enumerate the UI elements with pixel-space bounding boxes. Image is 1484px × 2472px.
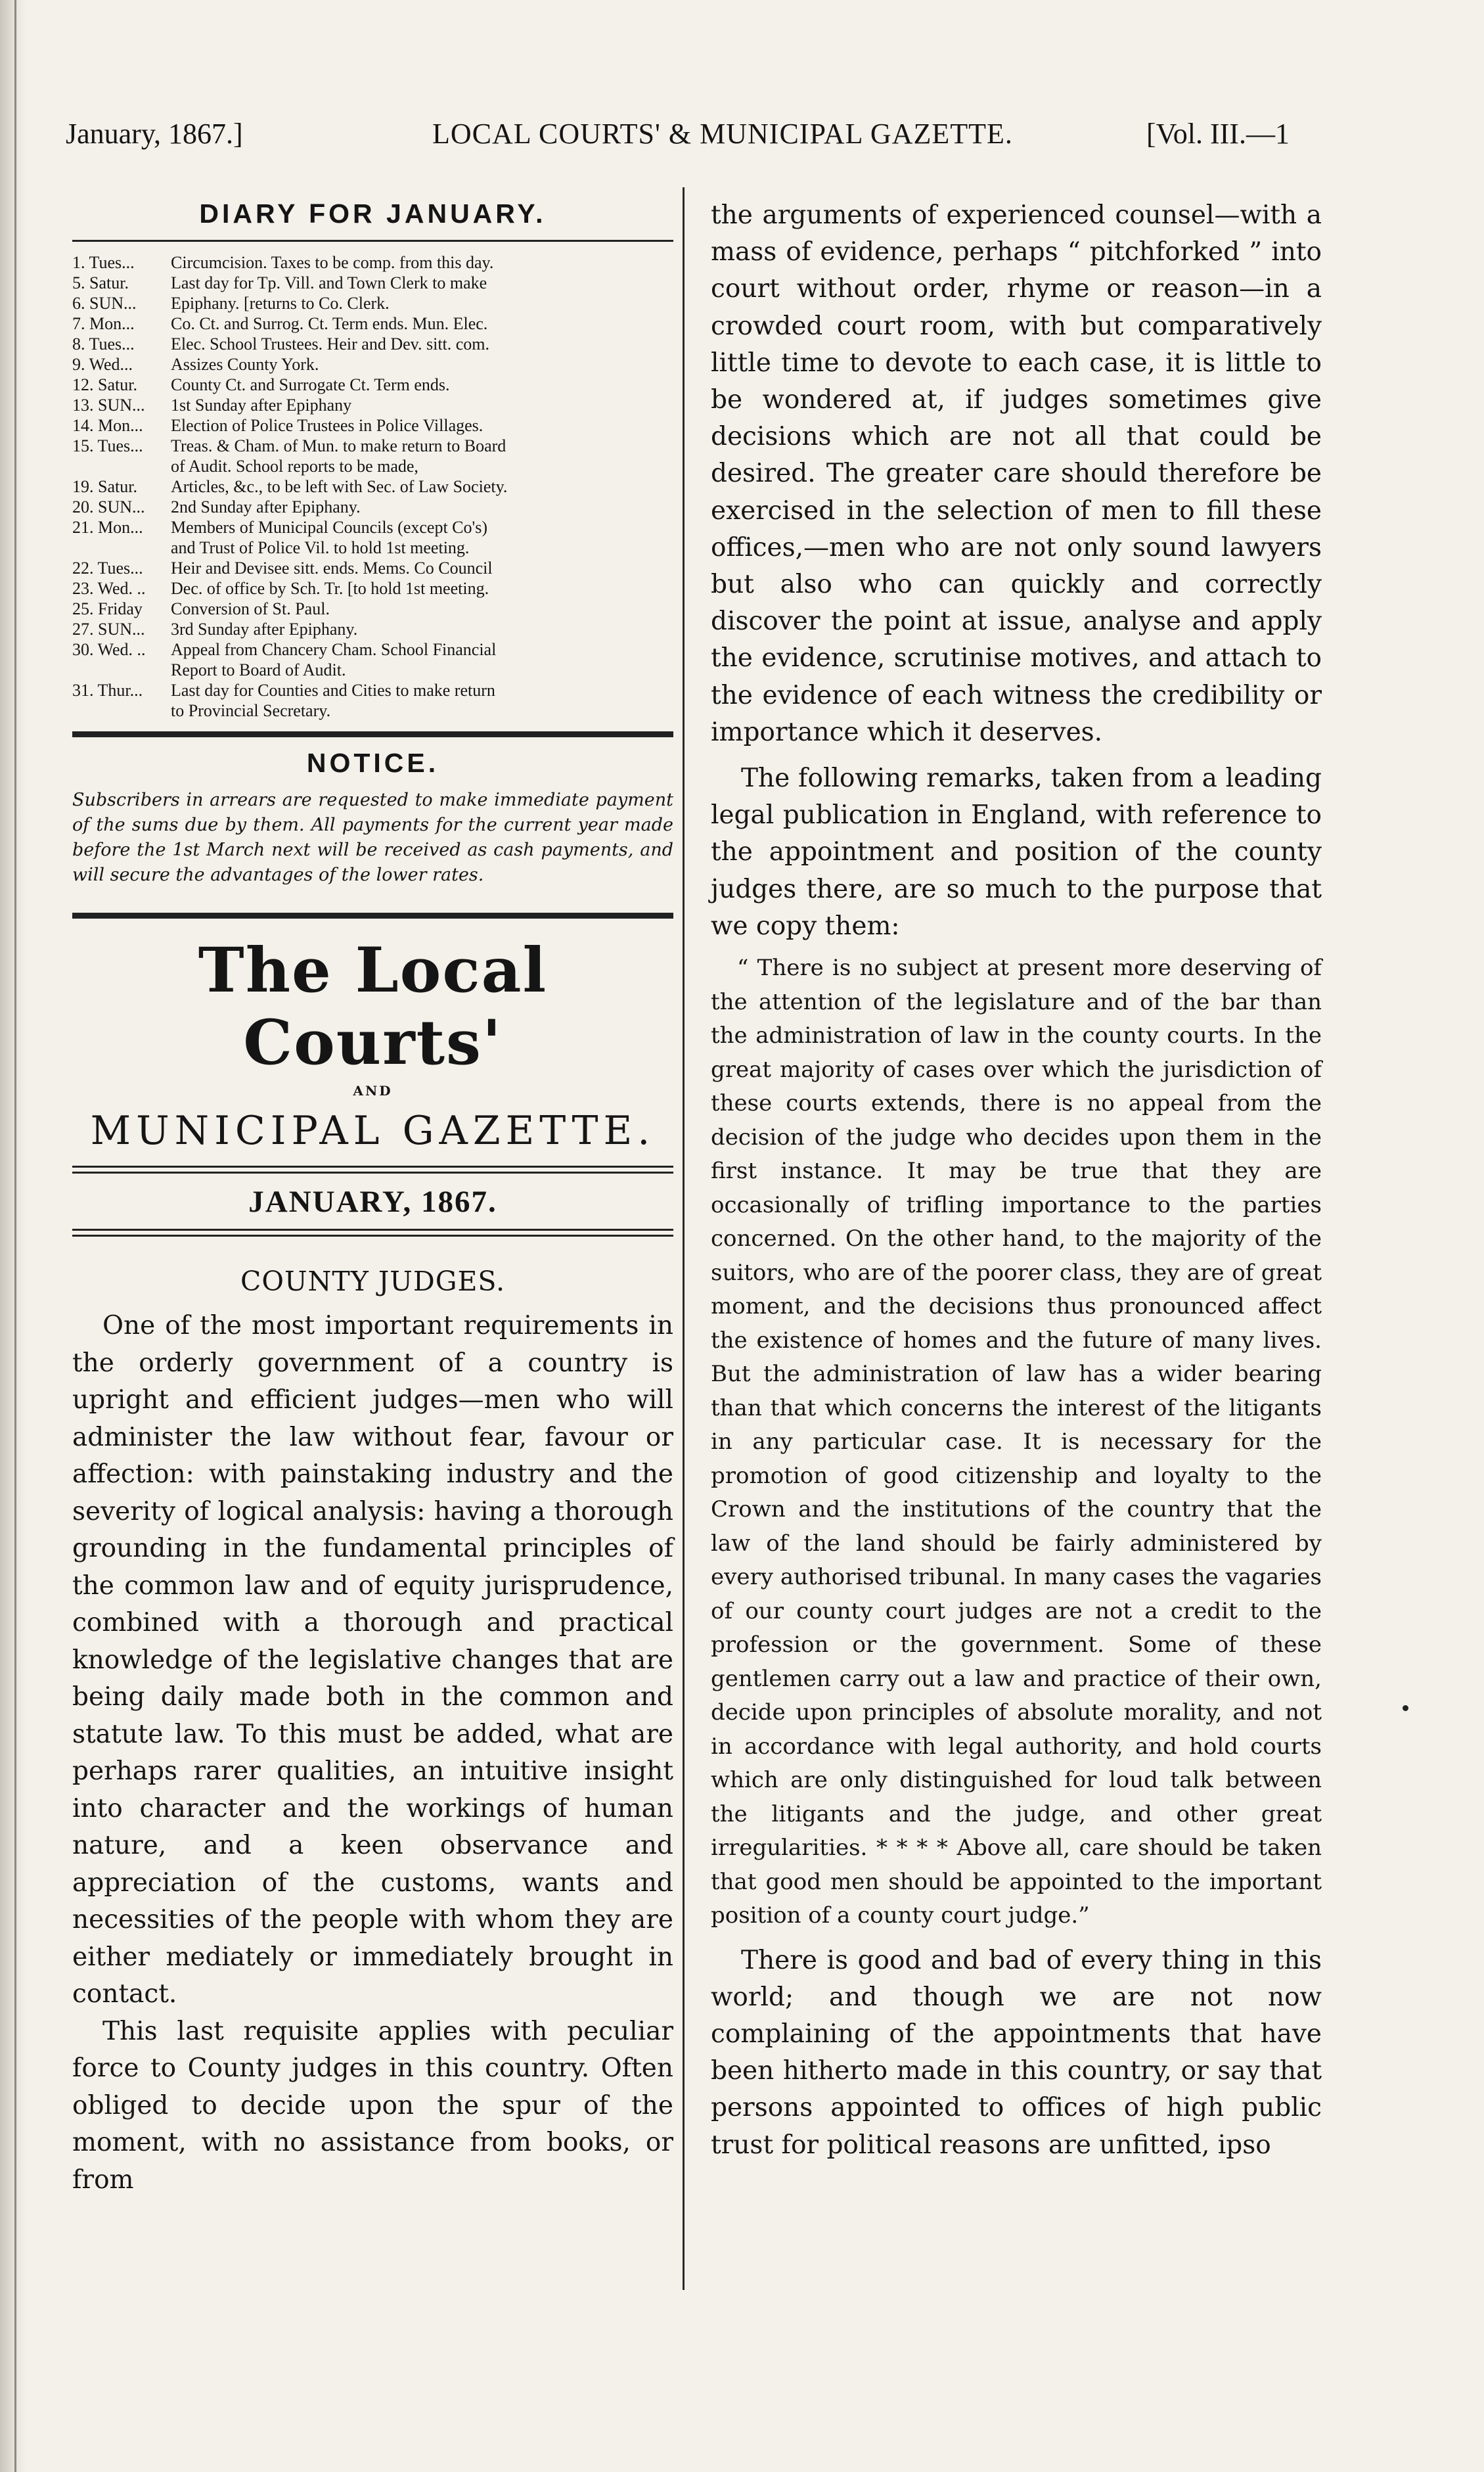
diary-entry: 2nd Sunday after Epiphany. bbox=[171, 497, 361, 516]
article-right-text bbox=[711, 197, 1322, 2164]
header-volume: [Vol. III.—1 bbox=[1146, 118, 1290, 150]
diary-row bbox=[72, 476, 673, 497]
diary-entry: Elec. School Trustees. Heir and Dev. sitt. com. bbox=[171, 334, 490, 354]
diary-date: 31. Thur... bbox=[72, 681, 143, 700]
diary-row bbox=[72, 558, 673, 578]
diary-date: 23. Wed. .. bbox=[72, 579, 146, 598]
diary-date: 1. Tues... bbox=[72, 253, 135, 272]
diary-row bbox=[72, 619, 673, 639]
diary-row bbox=[72, 680, 673, 700]
masthead-title: The Local Courts' bbox=[198, 934, 548, 1079]
header-date: January, 1867.] bbox=[66, 118, 243, 150]
diary-row bbox=[72, 375, 673, 395]
diary-row bbox=[72, 538, 673, 558]
article-left-text bbox=[72, 1308, 673, 2199]
notice-text: Subscribers in arrears are requested to make immediate payment of the sums due by them. All payments for the current year made before the 1st March next will be received as cash payments, and will secure the advantages of the lower rates. bbox=[72, 790, 673, 885]
diary-row bbox=[72, 334, 673, 354]
quoted-remarks bbox=[711, 951, 1322, 1933]
diary-date: 25. Friday bbox=[72, 599, 143, 618]
diary-row bbox=[72, 313, 673, 334]
header-title: LOCAL COURTS' & MUNICIPAL GAZETTE. bbox=[432, 118, 1013, 150]
diary-date: 7. Mon... bbox=[72, 314, 135, 333]
diary-entry: Co. Ct. and Surrog. Ct. Term ends. Mun. Elec. bbox=[171, 314, 488, 333]
article-paragraph: This last requisite applies with peculiar force to County judges in this country. Often obliged to decide upon the spur of the moment, with no assistance from books, or from bbox=[72, 2016, 673, 2195]
right-column bbox=[711, 197, 1322, 2164]
diary-date: 30. Wed. .. bbox=[72, 640, 146, 659]
diary-entry: Heir and Devisee sitt. ends. Mems. Co Council bbox=[171, 559, 493, 578]
column-divider bbox=[683, 187, 685, 2290]
article-heading: COUNTY JUDGES. bbox=[240, 1266, 506, 1297]
diary-date: 22. Tues... bbox=[72, 559, 143, 578]
quote-paragraph: “ There is no subject at present more deserving of the attention of the legislature and of the bar than the administration of law in the county courts. In the great majority of cases over which the jurisdiction of these courts extends, there is no appeal from the decision of the judge who decides upon them in the first instance. It may be true that they are occasionally of trifling importance to the parties concerned. On the other hand, to the majority of the suitors, who are of the poorer class, they are of great moment, and the decisions thus pronounced affect the existence of homes and the future of many lives. But the administration of law has a wider bearing than that which concerns the interest of the litigants in any particular case. It is necessary for the promotion of good citizenship and loyalty to the Crown and the institutions of the country that the law of the land should be fairly administered by every authorised tribunal. In many cases the vagaries of our county court judges are not a credit to the profession or the government. Some of these gentlemen carry out a law and practice of their own, decide upon principles of absolute morality, and not in accordance with legal authority, and hold courts which are only distinguished for loud talk between the litigants and the judge, and other great irregularities. * * * * Above all, care should be taken that good men should be appointed to the important position of a county court judge.” bbox=[711, 955, 1322, 1929]
article-paragraph: One of the most important requirements in the orderly government of a country is upright and efficient judges—men who will administer the law without fear, favour or affection: with painstaking industry and the severity of logical analysis: having a thorough grounding in the fundamental principles of the common law and of equity jurisprudence, combined with a thorough and practical knowledge of the legislative changes that are being daily made both in the common and statute law. To this must be added, what are perhaps rarer qualities, an intuitive insight into character and the workings of human nature, and a keen observance and appreciation of the customs, wants and necessities of the people with whom they are either mediately or immediately brought in contact. bbox=[72, 1311, 673, 2009]
diary-entry: Appeal from Chancery Cham. School Financial bbox=[171, 640, 497, 659]
ink-speck bbox=[1403, 1705, 1408, 1711]
diary-entry: to Provincial Secretary. bbox=[171, 701, 331, 720]
diary-date bbox=[72, 456, 171, 476]
diary-entry: Report to Board of Audit. bbox=[171, 660, 346, 679]
diary-list bbox=[72, 252, 673, 721]
diary-row bbox=[72, 599, 673, 619]
diary-date: 12. Satur. bbox=[72, 375, 137, 394]
diary-row bbox=[72, 456, 673, 476]
diary-date: 8. Tues... bbox=[72, 334, 135, 354]
diary-entry: 1st Sunday after Epiphany bbox=[171, 396, 352, 415]
diary-entry: Election of Police Trustees in Police Villages. bbox=[171, 416, 483, 435]
diary-date: 6. SUN... bbox=[72, 294, 137, 313]
diary-date: 14. Mon... bbox=[72, 416, 143, 435]
divider bbox=[72, 1229, 673, 1237]
diary-row bbox=[72, 660, 673, 680]
diary-date: 21. Mon... bbox=[72, 518, 143, 537]
diary-row bbox=[72, 293, 673, 313]
diary-entry: Last day for Counties and Cities to make return bbox=[171, 681, 495, 700]
diary-entry: Assizes County York. bbox=[171, 355, 319, 374]
diary-entry: Conversion of St. Paul. bbox=[171, 599, 330, 618]
diary-row bbox=[72, 517, 673, 538]
masthead-and: AND bbox=[353, 1083, 393, 1099]
diary-date: 27. SUN... bbox=[72, 620, 145, 639]
article-paragraph: There is good and bad of every thing in this world; and though we are not now complaining of the appointments that have been hitherto made in this country, or say that persons appointed to offices of high public trust for political reasons are unfitted, ipso bbox=[711, 1945, 1322, 2160]
diary-entry: Members of Municipal Councils (except Co's) bbox=[171, 518, 487, 537]
divider bbox=[72, 240, 673, 242]
article-paragraph: the arguments of experienced counsel—with a mass of evidence, perhaps “ pitchforked ” into court without order, rhyme or reason—in a crowded court room, with but comparatively little time to devote to each case, it is little to be wondered at, if judges sometimes give decisions which are not all that could be desired. The greater care should therefore be exercised in the selection of men to fill these offices,—men who are not only sound lawyers but also who can quickly and correctly discover the point at issue, analyse and apply the evidence, scrutinise motives, and attach to the evidence of each witness the credibility or importance which it deserves. bbox=[711, 200, 1322, 747]
issue-date: JANUARY, 1867. bbox=[248, 1185, 497, 1219]
diary-date: 13. SUN... bbox=[72, 396, 145, 415]
left-column bbox=[72, 184, 673, 2199]
diary-entry: Articles, &c., to be left with Sec. of Law Society. bbox=[171, 477, 508, 496]
notice-title: NOTICE. bbox=[306, 748, 439, 778]
diary-row bbox=[72, 395, 673, 415]
masthead-subtitle: MUNICIPAL GAZETTE. bbox=[90, 1108, 656, 1154]
diary-row bbox=[72, 415, 673, 436]
diary-row bbox=[72, 700, 673, 721]
diary-entry: Epiphany. [returns to Co. Clerk. bbox=[171, 294, 390, 313]
diary-entry: of Audit. School reports to be made, bbox=[171, 457, 418, 476]
divider bbox=[72, 1166, 673, 1174]
diary-entry: and Trust of Police Vil. to hold 1st meeting. bbox=[171, 538, 470, 557]
diary-date bbox=[72, 660, 171, 680]
article-paragraph: The following remarks, taken from a leading legal publication in England, with reference to the appointment and position of the county judges there, are so much to the purpose that we copy them: bbox=[711, 764, 1322, 941]
diary-row bbox=[72, 252, 673, 273]
diary-date bbox=[72, 700, 171, 721]
diary-row bbox=[72, 578, 673, 599]
diary-row bbox=[72, 497, 673, 517]
diary-entry: 3rd Sunday after Epiphany. bbox=[171, 620, 358, 639]
diary-date bbox=[72, 538, 171, 558]
divider bbox=[72, 731, 673, 737]
diary-entry: County Ct. and Surrogate Ct. Term ends. bbox=[171, 375, 450, 394]
diary-entry: Treas. & Cham. of Mun. to make return to Board bbox=[171, 436, 506, 455]
diary-row bbox=[72, 354, 673, 375]
binding-edge bbox=[0, 0, 26, 2472]
diary-date: 9. Wed... bbox=[72, 355, 133, 374]
diary-date: 5. Satur. bbox=[72, 273, 129, 292]
running-header bbox=[66, 117, 1327, 163]
diary-row bbox=[72, 273, 673, 293]
diary-title: DIARY FOR JANUARY. bbox=[199, 198, 547, 229]
diary-entry: Dec. of office by Sch. Tr. [to hold 1st meeting. bbox=[171, 579, 489, 598]
diary-row bbox=[72, 436, 673, 456]
divider bbox=[72, 913, 673, 919]
diary-date: 20. SUN... bbox=[72, 497, 145, 516]
binding-rule bbox=[14, 0, 16, 2472]
diary-entry: Circumcision. Taxes to be comp. from this day. bbox=[171, 253, 494, 272]
diary-row bbox=[72, 639, 673, 660]
diary-date: 15. Tues... bbox=[72, 436, 143, 455]
diary-entry: Last day for Tp. Vill. and Town Clerk to make bbox=[171, 273, 487, 292]
diary-date: 19. Satur. bbox=[72, 477, 137, 496]
